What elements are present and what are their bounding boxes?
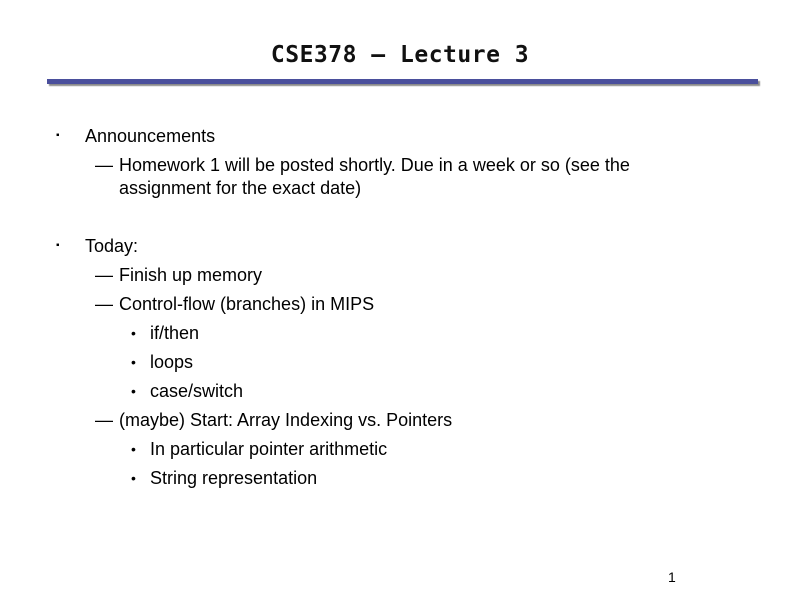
square-bullet-icon: ▪ bbox=[56, 130, 60, 141]
slide-title: CSE378 – Lecture 3 bbox=[270, 42, 530, 68]
dot-bullet-icon: • bbox=[131, 354, 136, 370]
square-bullet-icon: ▪ bbox=[56, 240, 60, 251]
announcement-homework-line2: assignment for the exact date) bbox=[119, 178, 362, 198]
dash-bullet-icon: — bbox=[95, 294, 113, 314]
page-number: 1 bbox=[668, 569, 676, 585]
subitem-loops: loops bbox=[150, 352, 194, 372]
bullet-today: Today: bbox=[85, 236, 139, 256]
today-item-control-flow: Control-flow (branches) in MIPS bbox=[119, 294, 375, 314]
dash-bullet-icon: — bbox=[95, 265, 113, 285]
dot-bullet-icon: • bbox=[131, 383, 136, 399]
bullet-announcements: Announcements bbox=[85, 126, 216, 146]
today-item-finish-memory: Finish up memory bbox=[119, 265, 263, 285]
subitem-case-switch: case/switch bbox=[150, 381, 244, 401]
dash-bullet-icon: — bbox=[95, 155, 113, 175]
announcement-homework-line1: Homework 1 will be posted shortly. Due in a week or so (see the bbox=[119, 155, 630, 175]
subitem-string-representation: String representation bbox=[150, 468, 318, 488]
dot-bullet-icon: • bbox=[131, 325, 136, 341]
dash-bullet-icon: — bbox=[95, 410, 113, 430]
today-item-array-indexing: (maybe) Start: Array Indexing vs. Pointers bbox=[119, 410, 453, 430]
subitem-pointer-arithmetic: In particular pointer arithmetic bbox=[150, 439, 388, 459]
dot-bullet-icon: • bbox=[131, 470, 136, 486]
subitem-if-then: if/then bbox=[150, 323, 200, 343]
dot-bullet-icon: • bbox=[131, 441, 136, 457]
